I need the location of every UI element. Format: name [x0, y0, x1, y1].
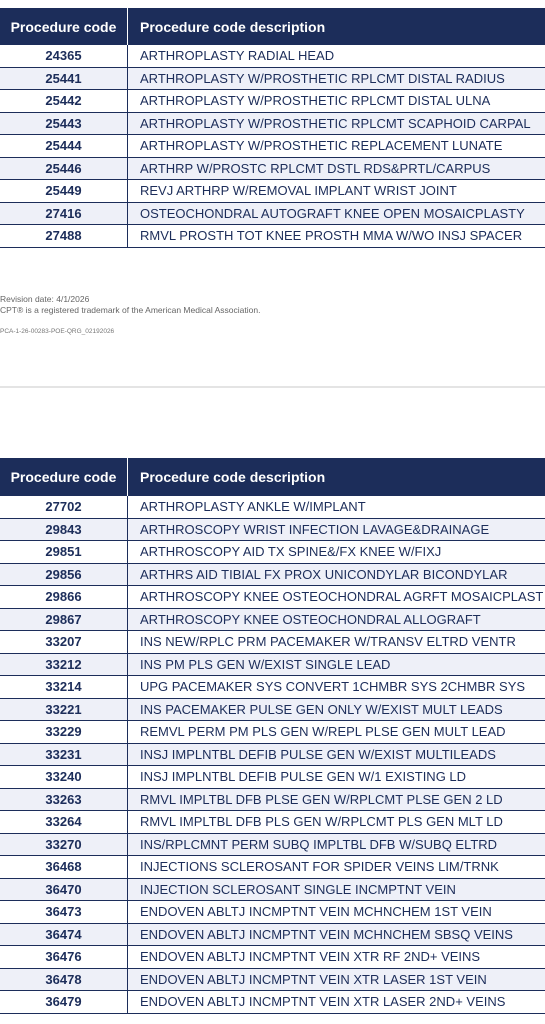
procedure-description-cell: ENDOVEN ABLTJ INCMPTNT VEIN XTR LASER 1ST VEIN [140, 971, 487, 987]
table-row [0, 676, 545, 699]
procedure-description-cell: REMVL PERM PM PLS GEN W/REPL PLSE GEN MULT LEAD [140, 724, 506, 740]
procedure-code-cell: 27488 [0, 225, 128, 247]
table-body [0, 496, 545, 1014]
table-row [0, 946, 545, 969]
procedure-code-cell: 29843 [0, 519, 128, 541]
procedure-code-cell: 25443 [0, 113, 128, 135]
table-row [0, 541, 545, 564]
procedure-code-cell: 27416 [0, 203, 128, 225]
procedure-code-cell: 24365 [0, 45, 128, 67]
procedure-code-cell: 33264 [0, 811, 128, 833]
procedure-description-cell: ARTHROSCOPY KNEE OSTEOCHONDRAL ALLOGRAFT [140, 611, 481, 627]
procedure-code-cell: 36470 [0, 879, 128, 901]
table-row [0, 969, 545, 992]
procedure-code-cell: 36474 [0, 924, 128, 946]
procedure-description-cell: INS PACEMAKER PULSE GEN ONLY W/EXIST MULT LEADS [140, 701, 503, 717]
table-row [0, 856, 545, 879]
procedure-description-cell: INSJ IMPLNTBL DEFIB PULSE GEN W/EXIST MULTILEADS [140, 746, 496, 762]
table-row [0, 564, 545, 587]
procedure-code-cell: 36473 [0, 901, 128, 923]
procedure-description-cell: ARTHROSCOPY AID TX SPINE&/FX KNEE W/FIXJ [140, 544, 442, 560]
procedure-code-cell: 29866 [0, 586, 128, 608]
table-header [0, 458, 545, 496]
table-row [0, 609, 545, 632]
procedure-description-cell: ARTHROPLASTY RADIAL HEAD [140, 48, 335, 64]
procedure-description-cell: INSJ IMPLNTBL DEFIB PULSE GEN W/1 EXISTING LD [140, 769, 467, 785]
table-row [0, 834, 545, 857]
table-row [0, 721, 545, 744]
table-row [0, 789, 545, 812]
page-separator [0, 386, 545, 388]
procedure-description-cell: ARTHROPLASTY W/PROSTHETIC RPLCMT SCAPHOID CARPAL [140, 115, 531, 131]
table-row [0, 631, 545, 654]
procedure-description-cell: ENDOVEN ABLTJ INCMPTNT VEIN MCHNCHEM 1ST VEIN [140, 904, 492, 920]
procedure-code-cell: 29867 [0, 609, 128, 631]
table-row [0, 586, 545, 609]
procedure-code-cell: 33212 [0, 654, 128, 676]
procedure-code-cell: 33221 [0, 699, 128, 721]
header-procedure-description: Procedure code description [140, 18, 326, 35]
procedure-code-cell: 25441 [0, 68, 128, 90]
procedure-code-cell: 33214 [0, 676, 128, 698]
procedure-description-cell: ENDOVEN ABLTJ INCMPTNT VEIN XTR RF 2ND+ VEINS [140, 949, 481, 965]
procedure-code-cell: 29856 [0, 564, 128, 586]
procedure-description-cell: ARTHROPLASTY W/PROSTHETIC REPLACEMENT LUNATE [140, 138, 503, 154]
table-row [0, 766, 545, 789]
procedure-code-cell: 33229 [0, 721, 128, 743]
procedure-code-cell: 29851 [0, 541, 128, 563]
procedure-code-cell: 25444 [0, 135, 128, 157]
procedure-code-cell: 33240 [0, 766, 128, 788]
procedure-code-cell: 25446 [0, 158, 128, 180]
procedure-description-cell: INJECTION SCLEROSANT SINGLE INCMPTNT VEIN [140, 881, 456, 897]
procedure-description-cell: ARTHRS AID TIBIAL FX PROX UNICONDYLAR BICONDYLAR [140, 566, 508, 582]
document-footer [0, 294, 260, 337]
document-id: PCA-1-26-00283-POE-QRG_02192026 [0, 328, 115, 335]
procedure-code-cell: 36479 [0, 991, 128, 1013]
procedure-description-cell: INJECTIONS SCLEROSANT FOR SPIDER VEINS LIM/TRNK [140, 859, 499, 875]
table-row [0, 519, 545, 542]
procedure-description-cell: ARTHRP W/PROSTC RPLCMT DSTL RDS&PRTL/CARPUS [140, 160, 491, 176]
header-procedure-code: Procedure code [0, 458, 128, 496]
procedure-description-cell: ARTHROPLASTY W/PROSTHETIC RPLCMT DISTAL RADIUS [140, 70, 505, 86]
procedure-description-cell: INS PM PLS GEN W/EXIST SINGLE LEAD [140, 656, 391, 672]
procedure-description-cell: INS/RPLCMNT PERM SUBQ IMPLTBL DFB W/SUBQ ELTRD [140, 836, 498, 852]
procedure-description-cell: INS NEW/RPLC PRM PACEMAKER W/TRANSV ELTRD VENTR [140, 634, 516, 650]
table-row [0, 68, 545, 91]
procedure-code-cell: 33231 [0, 744, 128, 766]
header-procedure-code: Procedure code [0, 8, 128, 45]
procedure-description-cell: RMVL IMPLTBL DFB PLS GEN W/RPLCMT PLS GEN MLT LD [140, 814, 503, 830]
procedure-description-cell: ARTHROPLASTY ANKLE W/IMPLANT [140, 499, 366, 515]
procedure-code-cell: 36468 [0, 856, 128, 878]
procedure-description-cell: ARTHROSCOPY WRIST INFECTION LAVAGE&DRAINAGE [140, 521, 490, 537]
table-body [0, 45, 545, 248]
table-row [0, 699, 545, 722]
table-row [0, 654, 545, 677]
table-row [0, 180, 545, 203]
table-row [0, 225, 545, 248]
table-row [0, 924, 545, 947]
procedure-description-cell: REVJ ARTHRP W/REMOVAL IMPLANT WRIST JOINT [140, 183, 457, 199]
table-row [0, 203, 545, 226]
table-row [0, 113, 545, 136]
procedure-code-cell: 25449 [0, 180, 128, 202]
table-row [0, 135, 545, 158]
table-row [0, 811, 545, 834]
procedure-table-1 [0, 8, 545, 248]
table-row [0, 45, 545, 68]
procedure-table-2 [0, 458, 545, 1014]
procedure-code-cell: 33207 [0, 631, 128, 653]
header-procedure-description: Procedure code description [140, 469, 326, 485]
table-row [0, 496, 545, 519]
table-row [0, 879, 545, 902]
procedure-description-cell: ARTHROSCOPY KNEE OSTEOCHONDRAL AGRFT MOSAICPLAST [140, 589, 544, 605]
trademark-note: CPT® is a registered trademark of the American Medical Association. [0, 305, 261, 315]
procedure-description-cell: OSTEOCHONDRAL AUTOGRAFT KNEE OPEN MOSAICPLASTY [140, 205, 525, 221]
procedure-description-cell: RMVL IMPLTBL DFB PLSE GEN W/RPLCMT PLSE GEN 2 LD [140, 791, 503, 807]
table-header [0, 8, 545, 45]
procedure-description-cell: ARTHROPLASTY W/PROSTHETIC RPLCMT DISTAL ULNA [140, 93, 491, 109]
table-row [0, 90, 545, 113]
table-row [0, 158, 545, 181]
procedure-description-cell: RMVL PROSTH TOT KNEE PROSTH MMA W/WO INSJ SPACER [140, 228, 523, 244]
procedure-code-cell: 36476 [0, 946, 128, 968]
revision-date: Revision date: 4/1/2026 [0, 294, 90, 304]
table-row [0, 744, 545, 767]
table-row [0, 901, 545, 924]
procedure-description-cell: UPG PACEMAKER SYS CONVERT 1CHMBR SYS 2CHMBR SYS [140, 679, 526, 695]
table-row [0, 991, 545, 1014]
procedure-code-cell: 33263 [0, 789, 128, 811]
procedure-description-cell: ENDOVEN ABLTJ INCMPTNT VEIN MCHNCHEM SBSQ VEINS [140, 926, 513, 942]
procedure-code-cell: 33270 [0, 834, 128, 856]
procedure-description-cell: ENDOVEN ABLTJ INCMPTNT VEIN XTR LASER 2ND+ VEINS [140, 994, 506, 1010]
procedure-code-cell: 27702 [0, 496, 128, 518]
procedure-code-cell: 36478 [0, 969, 128, 991]
procedure-code-cell: 25442 [0, 90, 128, 112]
